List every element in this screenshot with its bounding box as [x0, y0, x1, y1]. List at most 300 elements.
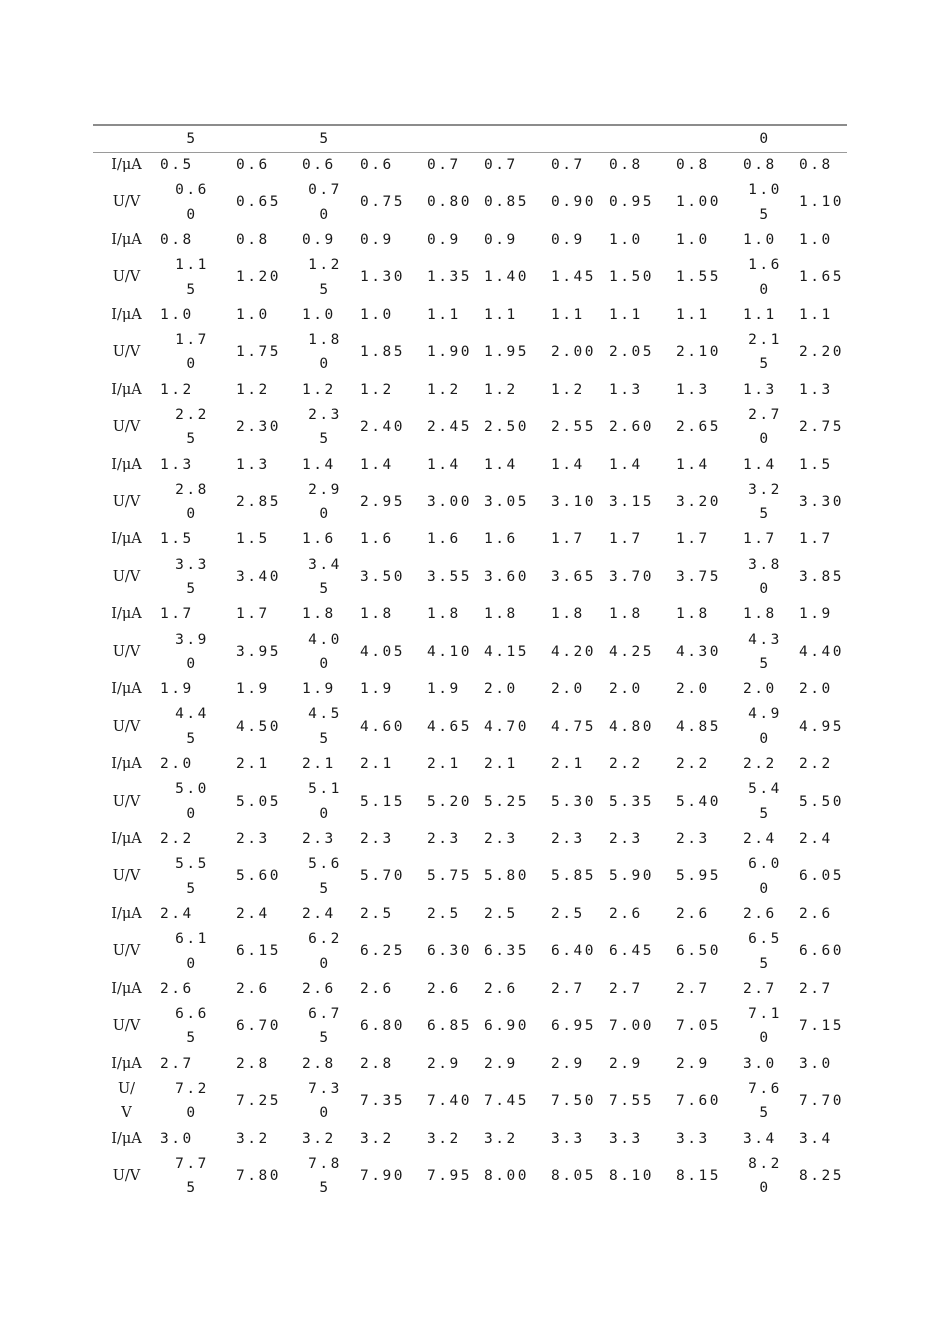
table-cell: 4.60 — [360, 718, 405, 735]
table-cell: 5.6 5 — [308, 856, 342, 897]
table-cell: 1.6 — [484, 531, 518, 548]
table-cell: 2.30 — [236, 419, 281, 436]
table-cell: 8.25 — [799, 1168, 844, 1185]
table-cell: 6.2 0 — [308, 931, 342, 972]
table-cell: 2.6 — [302, 980, 336, 997]
table-cell: 2.7 — [609, 980, 643, 997]
table-cell: 2.6 — [360, 980, 394, 997]
voltage-row — [93, 477, 847, 527]
table-cell: 6.90 — [484, 1018, 529, 1035]
table-cell: 1.1 — [551, 306, 585, 323]
table-cell: 3.9 0 — [175, 631, 209, 673]
table-cell: 4.05 — [360, 643, 405, 660]
table-cell: 8.05 — [551, 1168, 596, 1185]
table-cell: 2.3 — [360, 831, 394, 848]
table-cell: 1.8 — [551, 606, 585, 623]
table-cell: 1.6 — [302, 531, 336, 548]
table-cell: 5.75 — [427, 868, 472, 885]
table-cell: 2.2 5 — [175, 406, 209, 448]
table-cell: 1.1 — [609, 306, 643, 323]
table-cell: 1.7 — [799, 531, 833, 548]
voltage-label: U/V — [112, 269, 141, 286]
table-cell: 1.9 — [160, 681, 194, 698]
voltage-label: U/V — [112, 1018, 141, 1035]
table-cell: 2.55 — [551, 419, 596, 436]
table-cell: 1.2 5 — [308, 257, 342, 298]
table-cell: 3.2 — [360, 1130, 394, 1147]
table-cell: 7.55 — [609, 1093, 654, 1110]
table-cell: 2.8 — [236, 1055, 270, 1072]
table-cell: 2.8 — [360, 1055, 394, 1072]
table-cell: 1.7 — [609, 531, 643, 548]
table-cell: 1.0 — [743, 231, 777, 248]
table-cell: 3.10 — [551, 494, 596, 510]
table-cell: 3.15 — [609, 494, 654, 510]
table-cell: 2.1 — [302, 756, 336, 773]
table-cell: 2.7 — [799, 980, 833, 997]
current-label: I/μA — [111, 980, 142, 997]
table-cell: 2.3 — [609, 831, 643, 848]
table-cell: 5.90 — [609, 868, 654, 885]
table-cell: 2.7 — [743, 980, 777, 997]
table-cell: 1.20 — [236, 269, 281, 286]
table-cell: 6.35 — [484, 943, 529, 960]
table-cell: 1.4 — [743, 456, 777, 473]
table-cell: 1.5 — [160, 531, 194, 548]
table-cell: 0.7 0 — [308, 182, 342, 223]
table-cell: 1.8 — [609, 606, 643, 623]
table-cell: 2.50 — [484, 419, 529, 436]
table-cell: 1.45 — [551, 269, 596, 286]
table-cell: 0.6 — [236, 157, 270, 173]
table-cell: 7.8 5 — [308, 1155, 342, 1197]
table-cell: 7.95 — [427, 1168, 472, 1185]
continuation-cell: 0 — [759, 131, 771, 147]
table-cell: 1.0 — [236, 306, 270, 323]
table-cell: 3.75 — [676, 568, 721, 585]
table-cell: 2.40 — [360, 419, 405, 436]
table-cell: 3.50 — [360, 568, 405, 585]
table-cell: 5.20 — [427, 793, 472, 810]
table-cell: 1.6 — [427, 531, 461, 548]
table-cell: 1.35 — [427, 269, 472, 286]
table-cell: 1.3 — [160, 456, 194, 473]
current-label: I/μA — [111, 905, 142, 922]
table-cell: 5.25 — [484, 793, 529, 810]
table-cell: 3.2 — [236, 1130, 270, 1147]
table-cell: 3.3 — [676, 1130, 710, 1147]
table-cell: 3.2 — [427, 1130, 461, 1147]
table-cell: 6.80 — [360, 1018, 405, 1035]
current-row — [93, 602, 847, 627]
table-cell: 2.0 — [609, 681, 643, 698]
voltage-row — [93, 852, 847, 902]
table-cell: 1.85 — [360, 344, 405, 361]
table-cell: 1.10 — [799, 194, 844, 211]
table-cell: 7.60 — [676, 1093, 721, 1110]
current-row — [93, 677, 847, 702]
table-cell: 2.0 — [160, 756, 194, 773]
table-cell: 4.20 — [551, 643, 596, 660]
voltage-row — [93, 702, 847, 752]
continuation-cell — [799, 126, 847, 153]
table-cell: 7.3 0 — [308, 1080, 342, 1122]
table-cell: 1.2 — [302, 381, 336, 398]
table-cell: 7.35 — [360, 1093, 405, 1110]
table-cell: 1.90 — [427, 344, 472, 361]
voltage-row — [93, 252, 847, 302]
table-cell: 3.4 — [799, 1130, 833, 1147]
current-label: I/μA — [111, 1055, 142, 1072]
table-cell: 7.80 — [236, 1168, 281, 1185]
table-cell: 0.8 — [799, 157, 833, 173]
current-row — [93, 977, 847, 1002]
table-cell: 1.8 — [302, 606, 336, 623]
table-cell: 5.50 — [799, 793, 844, 810]
table-cell: 1.8 — [743, 606, 777, 623]
table-cell: 1.1 — [427, 306, 461, 323]
table-cell: 2.6 — [427, 980, 461, 997]
table-cell: 0.9 — [302, 231, 336, 248]
table-cell: 2.6 — [799, 905, 833, 922]
table-cell: 2.8 0 — [175, 481, 209, 523]
voltage-row — [93, 1001, 847, 1051]
table-cell: 1.2 — [236, 381, 270, 398]
current-label: I/μA — [111, 606, 142, 623]
table-cell: 2.3 — [484, 831, 518, 848]
current-label: I/μA — [111, 381, 142, 398]
table-cell: 3.00 — [427, 494, 472, 510]
current-row — [93, 1127, 847, 1152]
voltage-row — [93, 627, 847, 677]
table-cell: 1.2 — [360, 381, 394, 398]
table-cell: 3.0 — [743, 1055, 777, 1072]
table-cell: 1.4 — [551, 456, 585, 473]
table-cell: 0.75 — [360, 194, 405, 211]
table-cell: 1.55 — [676, 269, 721, 286]
current-row — [93, 752, 847, 777]
voltage-row — [93, 1076, 847, 1126]
table-cell: 3.2 5 — [748, 481, 782, 523]
table-cell: 4.10 — [427, 643, 472, 660]
voltage-row — [93, 926, 847, 976]
table-cell: 1.75 — [236, 344, 281, 361]
table-cell: 1.9 — [427, 681, 461, 698]
table-cell: 2.65 — [676, 419, 721, 436]
table-cell: 7.7 5 — [175, 1155, 209, 1197]
table-cell: 6.85 — [427, 1018, 472, 1035]
table-cell: 1.4 — [360, 456, 394, 473]
table-cell: 8.00 — [484, 1168, 529, 1185]
table-cell: 6.40 — [551, 943, 596, 960]
table-cell: 1.0 — [160, 306, 194, 323]
table-cell: 3.4 5 — [308, 556, 342, 598]
current-label: I/μA — [111, 306, 142, 323]
table-cell: 2.1 — [427, 756, 461, 773]
table-cell: 2.20 — [799, 344, 844, 361]
table-cell: 2.95 — [360, 494, 405, 510]
voltage-row — [93, 327, 847, 377]
table-cell: 4.9 0 — [748, 706, 782, 747]
table-cell: 1.95 — [484, 344, 529, 361]
table-cell: 0.5 — [160, 157, 194, 173]
table-cell: 4.4 5 — [175, 706, 209, 747]
table-cell: 2.9 — [484, 1055, 518, 1072]
current-row — [93, 1052, 847, 1077]
table-cell: 2.0 — [799, 681, 833, 698]
table-cell: 0.8 — [609, 157, 643, 173]
table-cell: 7.25 — [236, 1093, 281, 1110]
voltage-label: U/V — [112, 643, 141, 660]
table-cell: 1.5 — [236, 531, 270, 548]
current-label: I/μA — [111, 1130, 142, 1147]
table-cell: 2.6 — [236, 980, 270, 997]
table-cell: 5.5 5 — [175, 856, 209, 897]
table-cell: 4.50 — [236, 718, 281, 735]
table-cell: 2.2 — [743, 756, 777, 773]
table-cell: 2.3 — [236, 831, 270, 848]
table-cell: 1.2 — [160, 381, 194, 398]
table-cell: 5.70 — [360, 868, 405, 885]
table-cell: 4.95 — [799, 718, 844, 735]
table-cell: 3.0 — [160, 1130, 194, 1147]
current-row — [93, 827, 847, 852]
table-cell: 2.7 — [160, 1055, 194, 1072]
table-cell: 7.6 5 — [748, 1080, 782, 1122]
table-cell: 1.0 — [302, 306, 336, 323]
current-label: I/μA — [111, 231, 142, 248]
table-cell: 1.0 — [799, 231, 833, 248]
iv-data-table — [93, 126, 847, 1201]
voltage-label: U/V — [112, 344, 141, 361]
current-row — [93, 378, 847, 403]
table-cell: 6.6 5 — [175, 1005, 209, 1047]
table-cell: 7.1 0 — [748, 1005, 782, 1047]
table-cell: 4.30 — [676, 643, 721, 660]
table-cell: 2.85 — [236, 494, 281, 510]
table-cell: 5.30 — [551, 793, 596, 810]
current-label: I/μA — [111, 456, 142, 473]
table-cell: 4.25 — [609, 643, 654, 660]
current-row — [93, 527, 847, 552]
table-cell: 3.40 — [236, 568, 281, 585]
table-cell: 5.0 0 — [175, 781, 209, 822]
table-cell: 1.50 — [609, 269, 654, 286]
table-cell: 7.70 — [799, 1093, 844, 1110]
table-cell: 1.0 — [360, 306, 394, 323]
table-cell: 1.0 5 — [748, 182, 782, 223]
current-row — [93, 153, 847, 178]
table-cell: 2.6 — [743, 905, 777, 922]
table-cell: 2.6 — [484, 980, 518, 997]
table-cell: 1.2 — [551, 381, 585, 398]
table-cell: 0.8 — [160, 231, 194, 248]
current-label: I/μA — [111, 831, 142, 848]
table-cell: 6.05 — [799, 868, 844, 885]
table-cell: 5.35 — [609, 793, 654, 810]
table-cell: 0.7 — [551, 157, 585, 173]
current-row — [93, 453, 847, 478]
table-cell: 1.3 — [743, 381, 777, 398]
voltage-label: U/V — [112, 868, 141, 885]
table-cell: 1.9 — [360, 681, 394, 698]
table-cell: 1.4 — [676, 456, 710, 473]
table-cell: 2.0 — [551, 681, 585, 698]
table-cell: 0.7 — [484, 157, 518, 173]
table-cell: 3.8 0 — [748, 556, 782, 598]
table-cell: 1.2 — [484, 381, 518, 398]
table-cell: 1.4 — [609, 456, 643, 473]
table-cell: 1.8 — [676, 606, 710, 623]
table-cell: 1.40 — [484, 269, 529, 286]
voltage-label: U/V — [112, 568, 141, 585]
table-cell: 4.15 — [484, 643, 529, 660]
current-label: I/μA — [111, 681, 142, 698]
table-cell: 1.00 — [676, 194, 721, 211]
table-cell: 1.9 — [236, 681, 270, 698]
table-cell: 2.4 — [799, 831, 833, 848]
voltage-label: U/V — [112, 1168, 141, 1185]
table-cell: 0.9 — [360, 231, 394, 248]
table-cell: 2.3 — [676, 831, 710, 848]
table-cell: 6.7 5 — [308, 1005, 342, 1047]
table-cell: 0.95 — [609, 194, 654, 211]
table-cell: 3.60 — [484, 568, 529, 585]
table-cell: 1.8 — [360, 606, 394, 623]
data-table-section — [93, 124, 847, 1201]
table-cell: 6.5 5 — [748, 931, 782, 972]
table-cell: 2.3 — [427, 831, 461, 848]
table-cell: 0.85 — [484, 194, 529, 211]
table-cell: 2.05 — [609, 344, 654, 361]
table-cell: 2.1 5 — [748, 331, 782, 373]
current-row — [93, 228, 847, 253]
table-cell: 1.1 — [743, 306, 777, 323]
table-cell: 0.6 — [360, 157, 394, 173]
table-cell: 0.80 — [427, 194, 472, 211]
table-cell: 2.4 — [302, 905, 336, 922]
continuation-cell — [427, 126, 484, 153]
continuation-cell — [676, 126, 743, 153]
table-cell: 7.40 — [427, 1093, 472, 1110]
table-cell: 4.40 — [799, 643, 844, 660]
table-cell: 1.7 — [236, 606, 270, 623]
voltage-label: U/V — [112, 194, 141, 211]
table-cell: 1.8 0 — [308, 331, 342, 373]
table-cell: 6.30 — [427, 943, 472, 960]
table-cell: 3.3 — [551, 1130, 585, 1147]
table-cell: 2.6 — [160, 980, 194, 997]
table-cell: 1.1 5 — [175, 257, 209, 298]
table-cell: 0.9 — [484, 231, 518, 248]
table-cell: 0.6 0 — [175, 182, 209, 223]
table-cell: 5.4 5 — [748, 781, 782, 822]
table-cell: 7.15 — [799, 1018, 844, 1035]
current-row — [93, 303, 847, 328]
table-cell: 8.2 0 — [748, 1155, 782, 1197]
continuation-cell — [236, 126, 302, 153]
voltage-row — [93, 178, 847, 228]
table-cell: 1.6 — [360, 531, 394, 548]
table-cell: 3.2 — [484, 1130, 518, 1147]
table-cell: 3.20 — [676, 494, 721, 510]
table-cell: 3.70 — [609, 568, 654, 585]
continuation-cell — [484, 126, 551, 153]
continuation-cell: 5 — [319, 131, 331, 147]
table-cell: 0.8 — [676, 157, 710, 173]
table-cell: 2.1 — [360, 756, 394, 773]
table-cell: 2.1 — [551, 756, 585, 773]
table-cell: 6.50 — [676, 943, 721, 960]
table-cell: 1.65 — [799, 269, 844, 286]
current-label: I/μA — [111, 157, 142, 173]
table-cell: 2.60 — [609, 419, 654, 436]
table-cell: 2.4 — [160, 905, 194, 922]
table-cell: 1.7 — [551, 531, 585, 548]
table-cell: 5.15 — [360, 793, 405, 810]
table-cell: 2.5 — [360, 905, 394, 922]
table-cell: 2.75 — [799, 419, 844, 436]
table-cell: 2.2 — [676, 756, 710, 773]
table-cell: 1.4 — [302, 456, 336, 473]
table-cell: 2.8 — [302, 1055, 336, 1072]
table-cell: 6.15 — [236, 943, 281, 960]
table-cell: 1.6 0 — [748, 257, 782, 298]
table-cell: 5.85 — [551, 868, 596, 885]
current-row — [93, 902, 847, 927]
voltage-label: U/V — [112, 494, 141, 510]
table-cell: 1.7 0 — [175, 331, 209, 373]
current-label: I/μA — [111, 531, 142, 548]
table-cell: 8.15 — [676, 1168, 721, 1185]
table-cell: 1.3 — [609, 381, 643, 398]
table-cell: 2.9 — [609, 1055, 643, 1072]
table-cell: 3.05 — [484, 494, 529, 510]
voltage-label: U/ V — [117, 1080, 136, 1122]
table-cell: 6.70 — [236, 1018, 281, 1035]
table-cell: 2.2 — [160, 831, 194, 848]
table-cell: 2.4 — [743, 831, 777, 848]
table-cell: 0.9 — [551, 231, 585, 248]
table-cell: 6.25 — [360, 943, 405, 960]
table-cell: 2.9 — [676, 1055, 710, 1072]
table-cell: 2.4 — [236, 905, 270, 922]
voltage-label: U/V — [112, 943, 141, 960]
table-cell: 2.1 — [484, 756, 518, 773]
table-cell: 0.9 — [427, 231, 461, 248]
table-cell: 7.90 — [360, 1168, 405, 1185]
table-cell: 1.8 — [484, 606, 518, 623]
table-cell: 1.4 — [484, 456, 518, 473]
table-cell: 1.5 — [799, 456, 833, 473]
voltage-row — [93, 777, 847, 827]
table-cell: 2.45 — [427, 419, 472, 436]
table-cell: 2.10 — [676, 344, 721, 361]
table-cell: 1.7 — [676, 531, 710, 548]
table-cell: 0.65 — [236, 194, 281, 211]
table-cell: 4.3 5 — [748, 631, 782, 673]
continuation-cell: 5 — [186, 131, 198, 147]
table-cell: 3.55 — [427, 568, 472, 585]
table-cell: 3.4 — [743, 1130, 777, 1147]
table-cell: 2.0 — [676, 681, 710, 698]
table-cell: 0.6 — [302, 157, 336, 173]
table-cell: 6.0 0 — [748, 856, 782, 897]
table-cell: 2.7 — [676, 980, 710, 997]
table-cell: 7.45 — [484, 1093, 529, 1110]
table-cell: 3.3 5 — [175, 556, 209, 598]
table-cell: 1.1 — [676, 306, 710, 323]
